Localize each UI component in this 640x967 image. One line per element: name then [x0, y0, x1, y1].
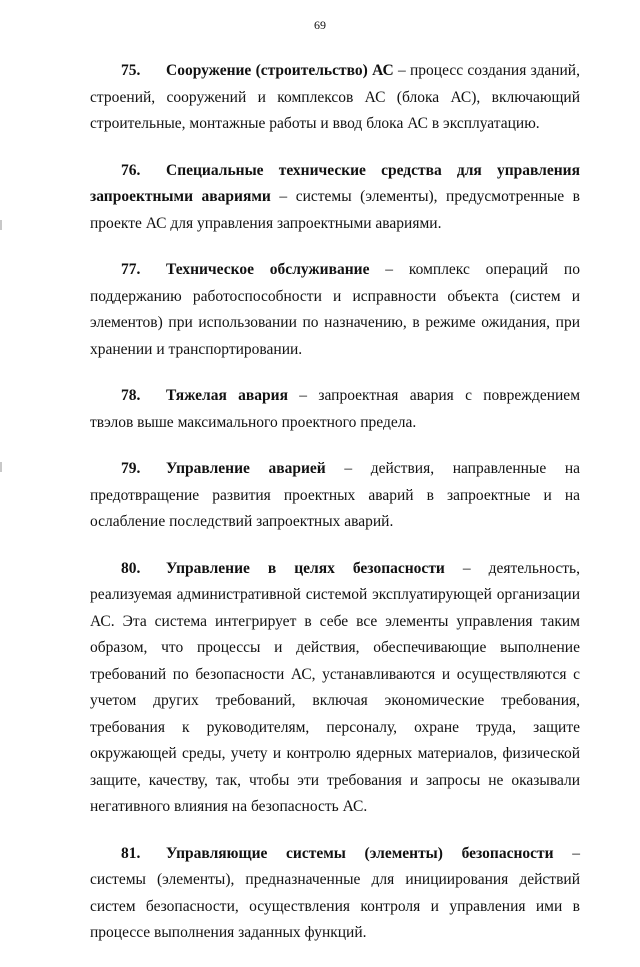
- document-body: [90, 58, 580, 967]
- entry-number: 77.: [121, 261, 141, 278]
- entry-term: Специальные технические средства для управления запроектными авариями: [90, 161, 580, 205]
- entry-definition: – действия, направленные на предотвращение развития проектных аварий в запроектные и на ослабление последствий запроектных аварий.: [90, 460, 581, 530]
- entry-term: Сооружение (строительство) АС: [166, 62, 394, 79]
- scan-margin-mark: [0, 220, 2, 230]
- entry-definition: – системы (элементы), предусмотренные в проекте АС для управления запроектными авариями.: [90, 188, 580, 232]
- entry-definition: – процесс создания зданий, строений, сооружений и комплексов АС (блока АС), включающий строительные, монтажные работы и ввод блока АС в эксплуатацию.: [90, 62, 580, 132]
- scan-margin-mark: [0, 462, 2, 472]
- entry-number: 80.: [121, 559, 141, 577]
- entry-number: 75.: [121, 62, 141, 79]
- entry-definition: – запроектная авария с повреждением твэлов выше максимального проектного предела.: [90, 387, 580, 431]
- entry-term: Управление в целях безопасности: [166, 559, 445, 577]
- glossary-entry: [90, 456, 580, 536]
- entry-term: Управление аварией: [166, 460, 326, 477]
- glossary-entry: [90, 556, 580, 821]
- entry-number: 76.: [121, 161, 141, 179]
- entry-number: 79.: [121, 460, 141, 477]
- entry-definition: – деятельность, реализуемая административной системой эксплуатирующей организации АС. Эта система интегрирует в себе все элементы управления таким образом, что процессы и действия, обеспечивающие выполнение требований по безопасности АС, устанавливаются и осуществляются с учетом других требований, включая экономические требования, требования к руководителям, персоналу, охране труда, защите окружающей среды, учету и контролю ядерных материалов, физической защите, качеству, так, чтобы эти требования и запросы не оказывали негативного влияния на безопасность АС.: [90, 559, 580, 815]
- entry-term: Техническое обслуживание: [166, 261, 370, 278]
- entry-number: 78.: [121, 387, 141, 404]
- glossary-entry: [90, 383, 580, 436]
- entry-term: Управляющие системы (элементы) безопасности: [166, 844, 554, 862]
- glossary-entry: [90, 58, 580, 138]
- glossary-entry: [90, 257, 580, 363]
- entry-definition: – системы (элементы), предназначенные для инициирования действий систем безопасности, осуществления контроля и управления ими в процессе выполнения заданных функций.: [90, 844, 580, 941]
- glossary-entry: [90, 158, 580, 238]
- glossary-entry: [90, 841, 580, 947]
- entry-number: 81.: [121, 844, 141, 862]
- entry-definition: – комплекс операций по поддержанию работоспособности и исправности объекта (систем и элементов) при использовании по назначению, в режиме ожидания, при хранении и транспортировании.: [90, 261, 580, 358]
- page-number: 69: [314, 18, 326, 32]
- entry-term: Тяжелая авария: [166, 387, 288, 404]
